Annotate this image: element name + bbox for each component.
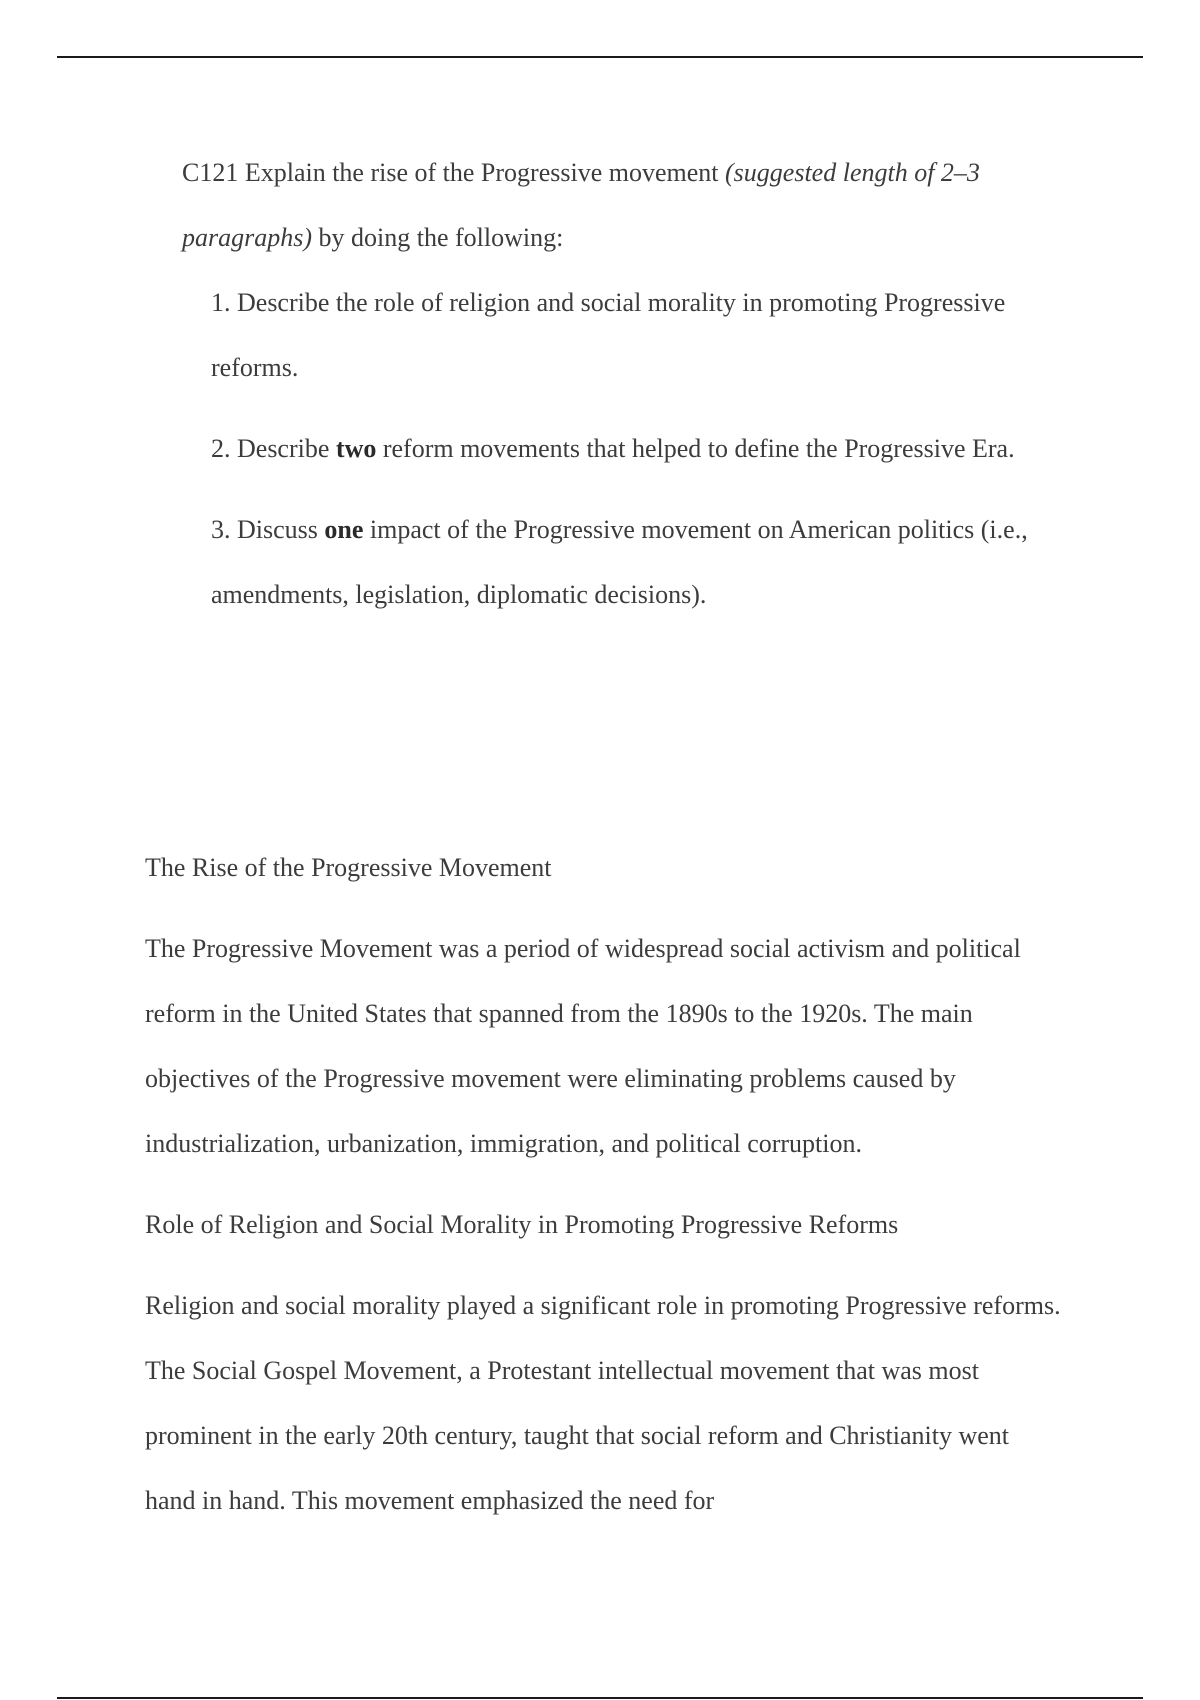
prompt-item-2-bold: two — [335, 434, 377, 463]
prompt-item-3-post: impact of the Progressive movement on American politics (i.e., amendments, legislation, diplomatic decisions). — [211, 515, 1028, 609]
section-heading: Role of Religion and Social Morality in Promoting Progressive Reforms — [145, 1210, 899, 1239]
prompt-item-3-bold: one — [324, 515, 364, 544]
prompt-intro — [182, 140, 1082, 270]
section-paragraph: Religion and social morality played a significant role in promoting Progressive reforms. The Social Gospel Movement, a Protestant intellectual movement that was most prominent in the early 20th century, taught that social reform and Christianity went hand in hand. This movement emphasized the need for — [145, 1291, 1061, 1515]
prompt-item-1 — [211, 270, 1082, 400]
essay-body — [145, 835, 1065, 1549]
bottom-rule — [57, 1697, 1143, 1699]
prompt-item-3-pre: 3. Discuss — [211, 515, 325, 544]
prompt-item-3 — [211, 497, 1082, 627]
prompt-item-2 — [211, 416, 1082, 481]
prompt-intro-italic: (suggested length of 2–3 paragraphs) — [182, 158, 980, 252]
essay-title: The Rise of the Progressive Movement — [145, 853, 552, 882]
top-rule — [57, 56, 1143, 58]
prompt-list — [182, 270, 1082, 627]
prompt-intro-text: C121 Explain the rise of the Progressive movement — [182, 158, 726, 187]
essay-intro-paragraph: The Progressive Movement was a period of widespread social activism and political reform in the United States that spanned from the 1890s to the 1920s. The main objectives of the Progressive movement were eliminating problems caused by industrialization, urbanization, immigration, and political corruption. — [145, 934, 1021, 1158]
prompt-item-1-text: 1. Describe the role of religion and social morality in promoting Progressive reforms. — [211, 288, 1006, 382]
prompt-item-2-post: reform movements that helped to define the Progressive Era. — [376, 434, 1015, 463]
prompt-item-2-pre: 2. Describe — [211, 434, 336, 463]
prompt-intro-tail: by doing the following: — [312, 223, 564, 252]
assignment-prompt — [182, 140, 1082, 627]
